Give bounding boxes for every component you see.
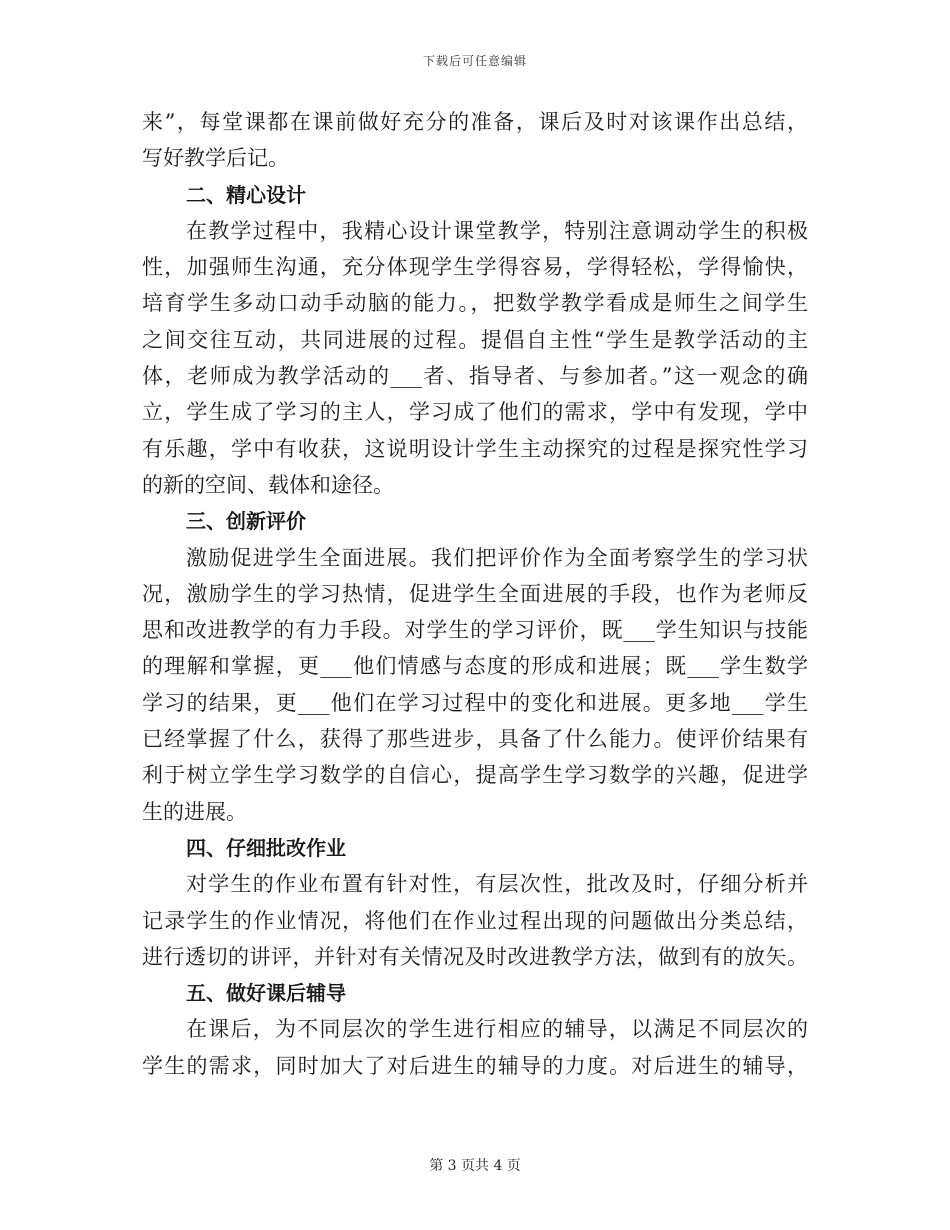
paragraph-line: 生的进展。 (142, 799, 247, 824)
paragraph-line: 之间交往互动，共同进展的过程。提倡自主性“学生是教学活动的主 (142, 327, 808, 352)
section-heading: 五、做好课后辅导 (186, 981, 346, 1006)
paragraph-line: 况，激励学生的学习热情，促进学生全面进展的手段，也作为老师反 (142, 581, 808, 606)
paragraph-line: 的理解和掌握，更___他们情感与态度的形成和进展；既___学生数学 (142, 654, 808, 679)
paragraph-line: 培育学生多动口动手动脑的能力。，把数学教学看成是师生之间学生 (142, 291, 808, 316)
paragraph-line: 记录学生的作业情况，将他们在作业过程出现的问题做出分类总结， (142, 908, 808, 933)
paragraph-line: 学生的需求，同时加大了对后进生的辅导的力度。对后进生的辅导， (142, 1053, 808, 1078)
paragraph-line: 来”，每堂课都在课前做好充分的准备，课后及时对该课作出总结， (142, 110, 808, 134)
paragraph-line: 学习的结果，更___他们在学习过程中的变化和进展。更多地___学生 (142, 690, 808, 715)
paragraph-line: 在课后，为不同层次的学生进行相应的辅导，以满足不同层次的 (186, 1017, 808, 1042)
paragraph-line: 性，加强师生沟通，充分体现学生学得容易，学得轻松，学得愉快， (142, 255, 808, 280)
paragraph-line: 有乐趣，学中有收获，这说明设计学生主动探究的过程是探究性学习 (142, 436, 808, 461)
section-heading: 四、仔细批改作业 (186, 835, 346, 860)
paragraph-line: 激励促进学生全面进展。我们把评价作为全面考察学生的学习状 (186, 545, 808, 570)
paragraph-line: 利于树立学生学习数学的自信心，提高学生学习数学的兴趣，促进学 (142, 763, 808, 788)
paragraph-line: 立，学生成了学习的主人，学习成了他们的需求，学中有发现，学中 (142, 400, 808, 425)
document-body (142, 104, 808, 1084)
paragraph-line: 写好教学后记。 (142, 146, 289, 171)
paragraph-line: 体，老师成为教学活动的___者、指导者、与参加者。”这一观念的确 (142, 364, 808, 389)
paragraph-line: 进行透切的讲评，并针对有关情况及时改进教学方法，做到有的放矢。 (142, 944, 808, 969)
section-heading: 二、精心设计 (186, 182, 306, 207)
paragraph-line: 对学生的作业布置有针对性，有层次性，批改及时，仔细分析并 (186, 872, 808, 897)
paragraph-line: 的新的空间、载体和途径。 (142, 472, 394, 497)
page-header: 下载后可任意编辑 (422, 54, 527, 68)
paragraph-line: 思和改进教学的有力手段。对学生的学习评价，既___学生知识与技能 (142, 618, 808, 643)
paragraph-line: 已经掌握了什么，获得了那些进步，具备了什么能力。使评价结果有 (142, 727, 808, 752)
section-heading: 三、创新评价 (186, 509, 306, 534)
paragraph-line: 在教学过程中，我精心设计课堂教学，特别注意调动学生的积极 (186, 218, 808, 243)
page-footer: 第 3 页共 4 页 (429, 1158, 521, 1174)
